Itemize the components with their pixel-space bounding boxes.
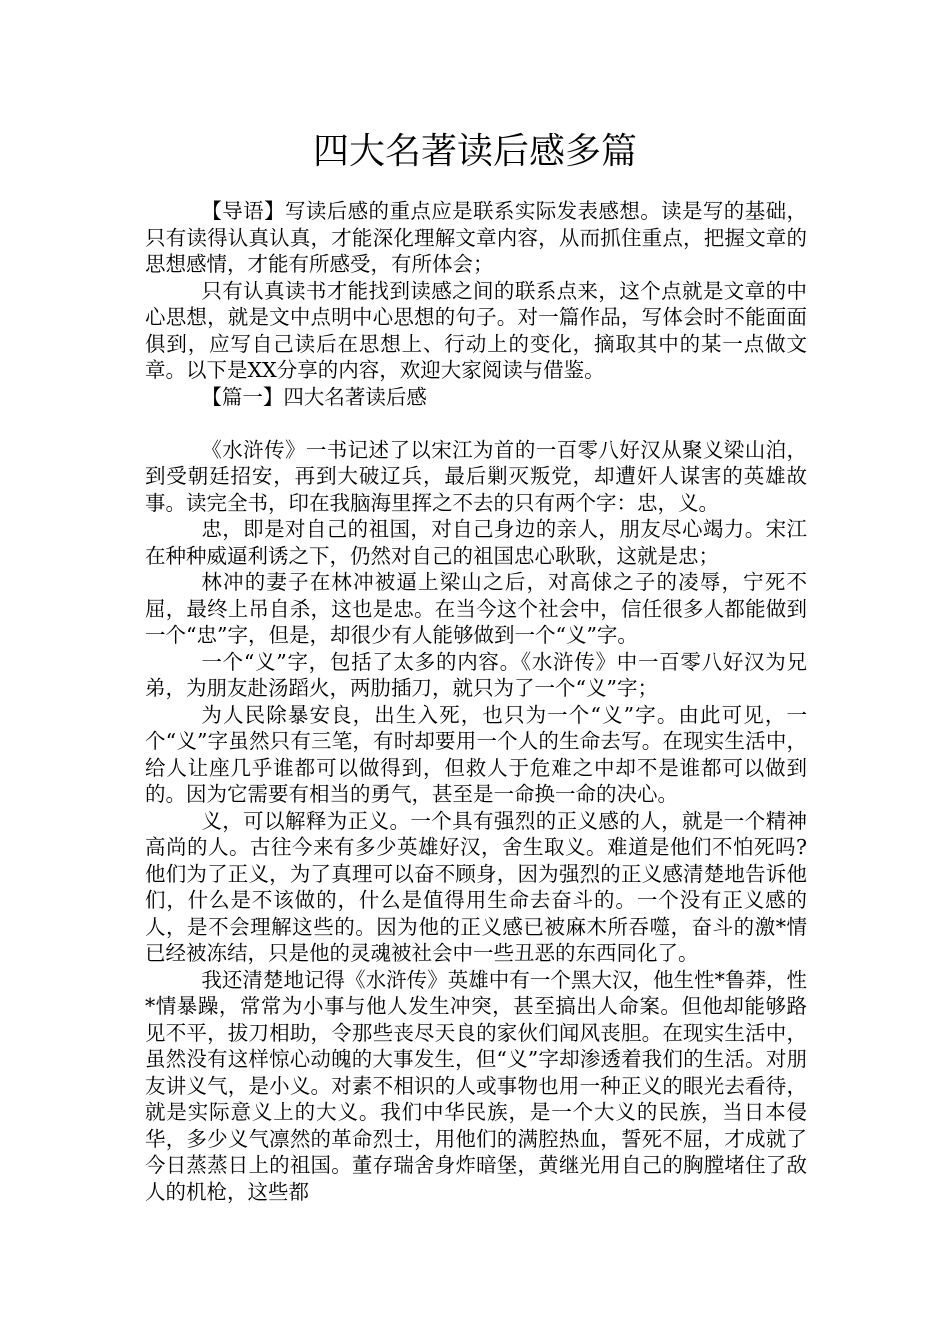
paragraph-heroes: 我还清楚地记得《水浒传》英雄中有一个黑大汉，他生性*鲁莽，性*情暴躁，常常为小事与他人发生冲突，甚至搞出人命案。但他却能够路见不平，拔刀相助，令那些丧尽天良的家伙们闻风丧胆。在现实生活中，虽然没有这样惊心动魄的大事发生，但“义”字却渗透着我们的生活。对朋友讲义气，是小义。对素不相识的人或事物也用一种正义的眼光去看待，就是实际意义上的大义。我们中华民族，是一个大义的民族，当日本侵华，多少义气凛然的革命烈士，用他们的满腔热血，誓死不屈，才成就了今日蒸蒸日上的祖国。董存瑞舍身炸暗堡，黄继光用自己的胸膛堵住了敌人的机枪，这些都 <box>145 967 807 1204</box>
paragraph-linchong: 林冲的妻子在林冲被逼上梁山之后，对高俅之子的凌辱，宁死不屈，最终上吊自杀，这也是忠。在当今这个社会中，信任很多人都能做到一个“忠”字，但是，却很少有人能够做到一个“义”字。 <box>145 570 807 647</box>
paragraph-righteousness: 一个“义”字，包括了太多的内容。《水浒传》中一百零八好汉为兄弟，为朋友赴汤蹈火，两肋插刀，就只为了一个“义”字； <box>145 649 807 700</box>
paragraph-loyalty: 忠，即是对自己的祖国，对自己身边的亲人，朋友尽心竭力。宋江在种种威逼利诱之下，仍然对自己的祖国忠心耿耿，这就是忠； <box>145 517 807 568</box>
document-title: 四大名著读后感多篇 <box>312 131 637 172</box>
blank-line <box>145 410 807 437</box>
section-heading-part-one: 【篇一】四大名著读后感 <box>201 384 427 409</box>
paragraph-shuihu-summary: 《水浒传》一书记述了以宋江为首的一百零八好汉从聚义梁山泊，到受朝廷招安，再到大破辽兵，最后剿灭叛党，却遭奸人谋害的英雄故事。读完全书，印在我脑海里挥之不去的只有两个字：忠，义。 <box>145 437 807 515</box>
paragraph-intro-method: 只有认真读书才能找到读感之间的联系点来，这个点就是文章的中心思想，就是文中点明中心思想的句子。对一篇作品，写体会时不能面面俱到，应写自己读后在思想上、行动上的变化，摘取其中的某一点做文章。以下是XX分享的内容，欢迎大家阅读与借鉴。 <box>145 278 807 382</box>
paragraph-intro-guide: 【导语】写读后感的重点应是联系实际发表感想。读是写的基础，只有读得认真认真，才能深化理解文章内容，从而抓住重点，把握文章的思想感情，才能有所感受，有所体会； <box>145 199 807 276</box>
paragraph-justice: 义，可以解释为正义。一个具有强烈的正义感的人，就是一个精神高尚的人。古往今来有多少英雄好汉，舍生取义。难道是他们不怕死吗?他们为了正义，为了真理可以奋不顾身，因为强烈的正义感清楚地告诉他们，什么是不该做的，什么是值得用生命去奋斗的。一个没有正义感的人，是不会理解这些的。因为他的正义感已被麻木所吞噬，奋斗的激*情已经被冻结，只是他的灵魂被社会中一些丑恶的东西同化了。 <box>145 808 807 965</box>
document-body <box>145 198 807 1205</box>
paragraph-courage: 为人民除暴安良，出生入死，也只为一个“义”字。由此可见，一个“义”字虽然只有三笔，有时却要用一个人的生命去写。在现实生活中，给人让座几乎谁都可以做得到，但救人于危难之中却不是谁都可以做到的。因为它需要有相当的勇气，甚至是一命换一命的决心。 <box>145 702 807 806</box>
